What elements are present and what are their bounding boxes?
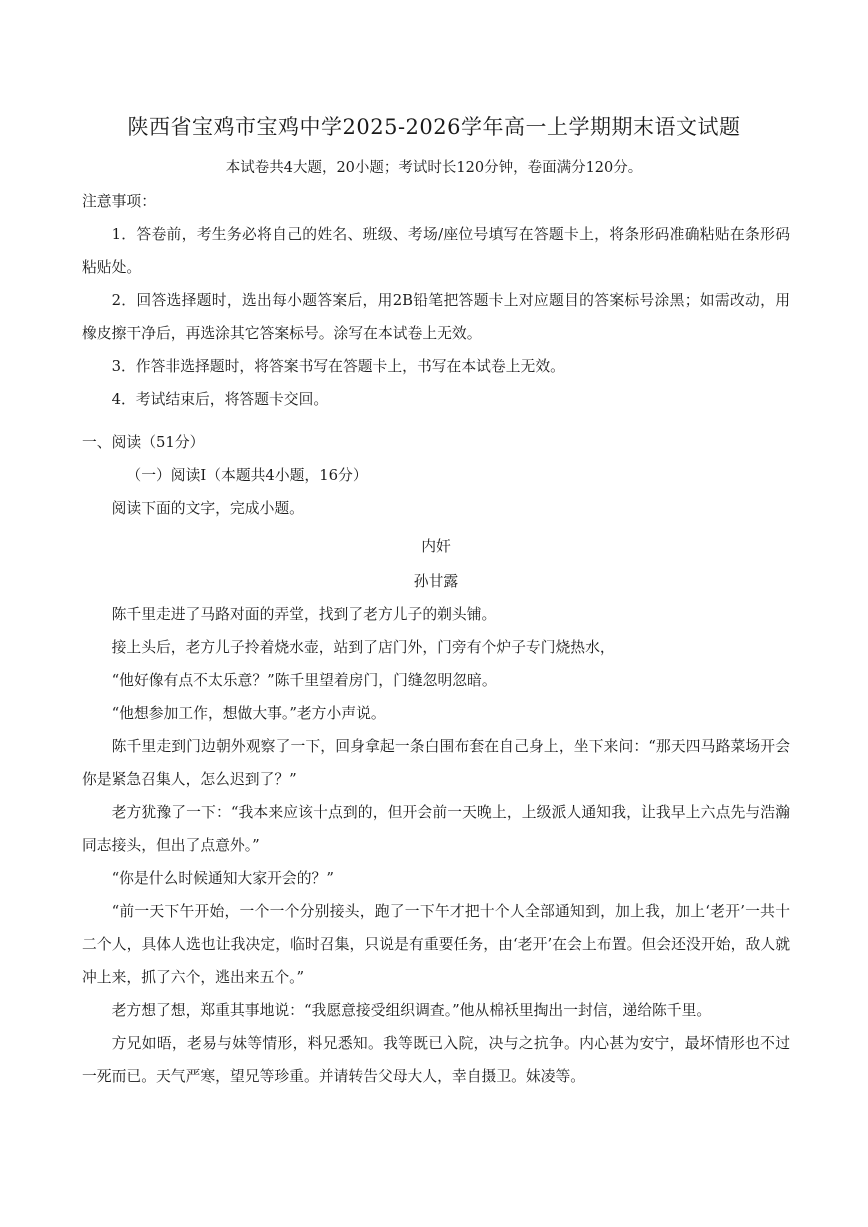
article-paragraph: “前一天下午开始，一个一个分别接头，跑了一下午才把十个人全部通知到，加上我，加上‘老开’一共十二个人，具体人选也让我决定，临时召集，只说是有重要任务，由‘老开’在会上布置。但会还没开始，敌人就冲上来，抓了六个，逃出来五个。” (82, 903, 790, 986)
article-block (82, 530, 790, 1093)
article-title: 内奸 (421, 538, 451, 555)
notice-item: 1．答卷前，考生务必将自己的姓名、班级、考场/座位号填写在答题卡上，将条形码准确粘贴在条形码粘贴处。 (82, 226, 790, 276)
section-heading: 一、阅读（51分） (82, 434, 205, 451)
notice-block (82, 185, 790, 416)
notice-item: 4．考试结束后，将答题卡交回。 (111, 391, 329, 408)
notice-item: 3．作答非选择题时，将答案书写在答题卡上，书写在本试卷上无效。 (111, 358, 565, 375)
notice-item: 2．回答选择题时，选出每小题答案后，用2B铅笔把答题卡上对应题目的答案标号涂黑；如需改动，用橡皮擦干净后，再选涂其它答案标号。涂写在本试卷上无效。 (82, 292, 790, 342)
section-instruction: 阅读下面的文字，完成小题。 (111, 500, 304, 517)
article-paragraph: 陈千里走到门边朝外观察了一下，回身拿起一条白围布套在自己身上，坐下来问：“那天四马路菜场开会你是紧急召集人，怎么迟到了？” (82, 738, 790, 788)
article-paragraph: 接上头后，老方儿子拎着烧水壶，站到了店门外，门旁有个炉子专门烧热水， (111, 639, 615, 656)
article-author: 孙甘露 (413, 573, 459, 590)
notice-heading: 注意事项： (82, 193, 156, 210)
page-title: 陕西省宝鸡市宝鸡中学2025-2026学年高一上学期期末语文试题 (127, 115, 741, 139)
exam-info: 本试卷共4大题，20小题；考试时长120分钟，卷面满分120分。 (225, 160, 643, 176)
article-paragraph: 方兄如晤，老易与妹等情形，料兄悉知。我等既已入院，决与之抗争。内心甚为安宁，最坏情形也不过一死而已。天气严寒，望兄等珍重。并请转告父母大人，幸自摄卫。妹凌等。 (82, 1035, 790, 1085)
reading-section (82, 426, 790, 525)
article-paragraph: 陈千里走进了马路对面的弄堂，找到了老方儿子的剃头铺。 (111, 606, 497, 623)
article-paragraph: “你是什么时候通知大家开会的？” (111, 870, 334, 887)
article-paragraph: 老方犹豫了一下：“我本来应该十点到的，但开会前一天晚上，上级派人通知我，让我早上六点先与浩瀚同志接头，但出了点意外。” (82, 804, 790, 854)
article-paragraph: 老方想了想，郑重其事地说：“我愿意接受组织调查。”他从棉袄里掏出一封信，递给陈千里。 (111, 1002, 712, 1019)
article-paragraph: “他想参加工作，想做大事。”老方小声说。 (111, 705, 386, 722)
article-paragraph: “他好像有点不太乐意？”陈千里望着房门，门缝忽明忽暗。 (111, 672, 497, 689)
subsection-heading: （一）阅读Ⅰ（本题共4小题，16分） (126, 467, 368, 484)
